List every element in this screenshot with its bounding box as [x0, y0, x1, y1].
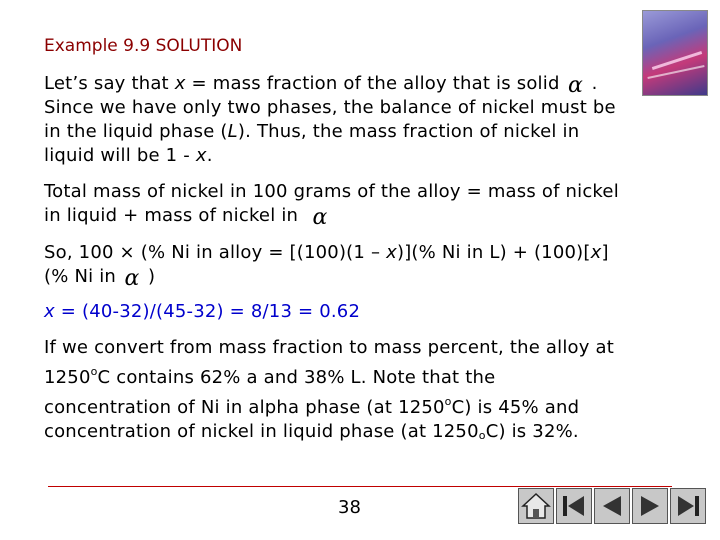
- previous-page-button[interactable]: [594, 488, 630, 524]
- footer-divider: [48, 486, 672, 487]
- first-page-button[interactable]: [556, 488, 592, 524]
- last-page-button[interactable]: [670, 488, 706, 524]
- home-icon: [519, 489, 553, 523]
- home-button[interactable]: [518, 488, 554, 524]
- alpha-symbol: α: [312, 205, 328, 230]
- slide-title: Example 9.9 SOLUTION: [44, 36, 243, 56]
- last-page-icon: [671, 489, 705, 523]
- alpha-symbol: α: [124, 266, 140, 291]
- book-cover-image: [642, 10, 708, 96]
- paragraph-result: x = (40-32)/(45-32) = 8/13 = 0.62: [44, 301, 361, 322]
- page-number: 38: [338, 497, 361, 518]
- next-page-button[interactable]: [632, 488, 668, 524]
- paragraph-mass-percent: If we convert from mass fraction to mass percent, the alloy at 1250$^o$C contains 62% a and 38% L. Note that the concentration of Ni in alpha phase (at 1250$^o$C) is 45% and concentration of nickel in liquid phase (at 1250oC) is 32%.: [44, 337, 615, 442]
- paragraph-total-mass: Total mass of nickel in 100 grams of the alloy = mass of nickel in liquid + mass of nickel in α: [44, 181, 619, 230]
- next-page-icon: [633, 489, 667, 523]
- previous-page-icon: [595, 489, 629, 523]
- paragraph-balance-equation: So, 100 × (% Ni in alloy = [(100)(1 – x)](% Ni in L) + (100)[x](% Ni in α ): [44, 242, 609, 291]
- alpha-symbol: α: [568, 73, 584, 98]
- first-page-icon: [557, 489, 591, 523]
- paragraph-mass-fraction: Let’s say that x = mass fraction of the alloy that is solid α . Since we have only two phases, the balance of nickel must be in the liquid phase (L). Thus, the mass fraction of nickel in liquid will be 1 - x.: [44, 73, 616, 166]
